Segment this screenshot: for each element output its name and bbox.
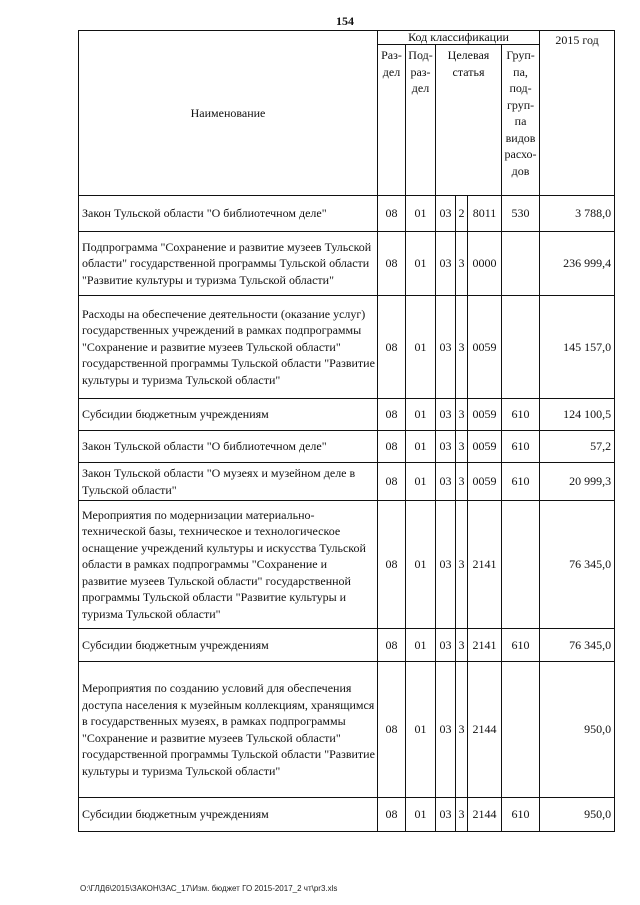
row-amount: 236 999,4 bbox=[540, 232, 615, 296]
column-header-podrazdel: Под-раз-дел bbox=[406, 45, 436, 196]
row-group bbox=[502, 501, 540, 629]
table-row bbox=[79, 196, 615, 232]
row-name: Подпрограмма "Сохранение и развитие музеев Тульской области" государственной программы Тульской области "Развитие культуры и туризма Тульской области" bbox=[79, 232, 378, 296]
row-target-2: 3 bbox=[456, 662, 468, 798]
table-row bbox=[79, 463, 615, 501]
row-amount: 76 345,0 bbox=[540, 501, 615, 629]
row-group: 530 bbox=[502, 196, 540, 232]
table-row bbox=[79, 629, 615, 662]
column-header-target: Целевая статья bbox=[436, 45, 502, 196]
row-amount: 950,0 bbox=[540, 662, 615, 798]
row-target-3: 0059 bbox=[468, 296, 502, 399]
row-target-1: 03 bbox=[436, 463, 456, 501]
table-row bbox=[79, 431, 615, 463]
budget-table bbox=[78, 30, 615, 832]
row-target-1: 03 bbox=[436, 399, 456, 431]
column-header-year: 2015 год bbox=[540, 31, 615, 196]
row-name: Расходы на обеспечение деятельности (оказание услуг) государственных учреждений в рамках подпрограммы "Сохранение и развитие музеев Тульской области" государственной программы Тульской области "Развитие культуры и туризма Тульской области" bbox=[79, 296, 378, 399]
row-amount: 76 345,0 bbox=[540, 629, 615, 662]
row-target-2: 3 bbox=[456, 463, 468, 501]
file-path-footer: О:\ГЛД6\2015\ЗАКОН\ЗАС_17\Изм. бюджет ГО 2015-2017_2 чт\pr3.xls bbox=[80, 884, 338, 893]
row-target-2: 3 bbox=[456, 399, 468, 431]
row-target-2: 3 bbox=[456, 296, 468, 399]
row-target-1: 03 bbox=[436, 196, 456, 232]
row-name: Субсидии бюджетным учреждениям bbox=[79, 399, 378, 431]
row-razdel: 08 bbox=[378, 232, 406, 296]
row-razdel: 08 bbox=[378, 196, 406, 232]
row-group: 610 bbox=[502, 629, 540, 662]
row-podrazdel: 01 bbox=[406, 431, 436, 463]
row-name: Закон Тульской области "О библиотечном деле" bbox=[79, 431, 378, 463]
row-name: Мероприятия по созданию условий для обеспечения доступа населения к музейным коллекциям, хранящимся в государственных музеях, в рамках подпрограммы "Сохранение и развитие музеев Тульской области" государственной программы Тульской области "Развитие культуры и туризма Тульской области" bbox=[79, 662, 378, 798]
row-target-1: 03 bbox=[436, 501, 456, 629]
row-group: 610 bbox=[502, 431, 540, 463]
row-target-1: 03 bbox=[436, 431, 456, 463]
row-target-3: 0000 bbox=[468, 232, 502, 296]
row-razdel: 08 bbox=[378, 798, 406, 832]
row-amount: 950,0 bbox=[540, 798, 615, 832]
row-amount: 124 100,5 bbox=[540, 399, 615, 431]
column-header-razdel: Раз-дел bbox=[378, 45, 406, 196]
table-row bbox=[79, 399, 615, 431]
table-row bbox=[79, 662, 615, 798]
row-target-3: 2141 bbox=[468, 629, 502, 662]
row-razdel: 08 bbox=[378, 463, 406, 501]
row-amount: 20 999,3 bbox=[540, 463, 615, 501]
row-target-2: 2 bbox=[456, 196, 468, 232]
row-group bbox=[502, 232, 540, 296]
row-target-2: 3 bbox=[456, 501, 468, 629]
column-header-classification: Код классификации bbox=[378, 31, 540, 45]
row-target-1: 03 bbox=[436, 629, 456, 662]
row-razdel: 08 bbox=[378, 501, 406, 629]
column-header-group: Груп-па, под-груп-па видов расхо-дов bbox=[502, 45, 540, 196]
row-group: 610 bbox=[502, 798, 540, 832]
row-name: Субсидии бюджетным учреждениям bbox=[79, 629, 378, 662]
row-podrazdel: 01 bbox=[406, 296, 436, 399]
row-razdel: 08 bbox=[378, 296, 406, 399]
row-target-3: 0059 bbox=[468, 399, 502, 431]
row-target-3: 2141 bbox=[468, 501, 502, 629]
row-podrazdel: 01 bbox=[406, 629, 436, 662]
row-target-2: 3 bbox=[456, 798, 468, 832]
row-podrazdel: 01 bbox=[406, 798, 436, 832]
row-podrazdel: 01 bbox=[406, 662, 436, 798]
row-amount: 57,2 bbox=[540, 431, 615, 463]
table-row bbox=[79, 501, 615, 629]
row-target-1: 03 bbox=[436, 296, 456, 399]
row-razdel: 08 bbox=[378, 629, 406, 662]
table-row bbox=[79, 798, 615, 832]
row-group bbox=[502, 662, 540, 798]
row-target-1: 03 bbox=[436, 798, 456, 832]
row-group bbox=[502, 296, 540, 399]
row-podrazdel: 01 bbox=[406, 196, 436, 232]
table-row bbox=[79, 232, 615, 296]
row-group: 610 bbox=[502, 463, 540, 501]
row-podrazdel: 01 bbox=[406, 463, 436, 501]
row-razdel: 08 bbox=[378, 399, 406, 431]
row-name: Субсидии бюджетным учреждениям bbox=[79, 798, 378, 832]
row-podrazdel: 01 bbox=[406, 232, 436, 296]
row-target-3: 8011 bbox=[468, 196, 502, 232]
row-name: Закон Тульской области "О библиотечном деле" bbox=[79, 196, 378, 232]
row-razdel: 08 bbox=[378, 662, 406, 798]
row-name: Мероприятия по модернизации материально-технической базы, техническое и технологическое оснащение учреждений культуры и искусства Тульской области в рамках подпрограммы "Сохранение и развитие музеев Тульской области" государственной программы Тульской области "Развитие культуры и туризма Тульской области" bbox=[79, 501, 378, 629]
row-target-3: 2144 bbox=[468, 662, 502, 798]
row-target-3: 0059 bbox=[468, 431, 502, 463]
row-target-1: 03 bbox=[436, 232, 456, 296]
row-amount: 3 788,0 bbox=[540, 196, 615, 232]
row-target-1: 03 bbox=[436, 662, 456, 798]
row-razdel: 08 bbox=[378, 431, 406, 463]
row-group: 610 bbox=[502, 399, 540, 431]
row-name: Закон Тульской области "О музеях и музейном деле в Тульской области" bbox=[79, 463, 378, 501]
row-podrazdel: 01 bbox=[406, 399, 436, 431]
page-number: 154 bbox=[336, 14, 354, 28]
row-target-3: 2144 bbox=[468, 798, 502, 832]
row-target-2: 3 bbox=[456, 232, 468, 296]
row-podrazdel: 01 bbox=[406, 501, 436, 629]
table-row bbox=[79, 296, 615, 399]
column-header-name: Наименование bbox=[79, 31, 378, 196]
row-target-2: 3 bbox=[456, 629, 468, 662]
row-target-2: 3 bbox=[456, 431, 468, 463]
row-target-3: 0059 bbox=[468, 463, 502, 501]
row-amount: 145 157,0 bbox=[540, 296, 615, 399]
